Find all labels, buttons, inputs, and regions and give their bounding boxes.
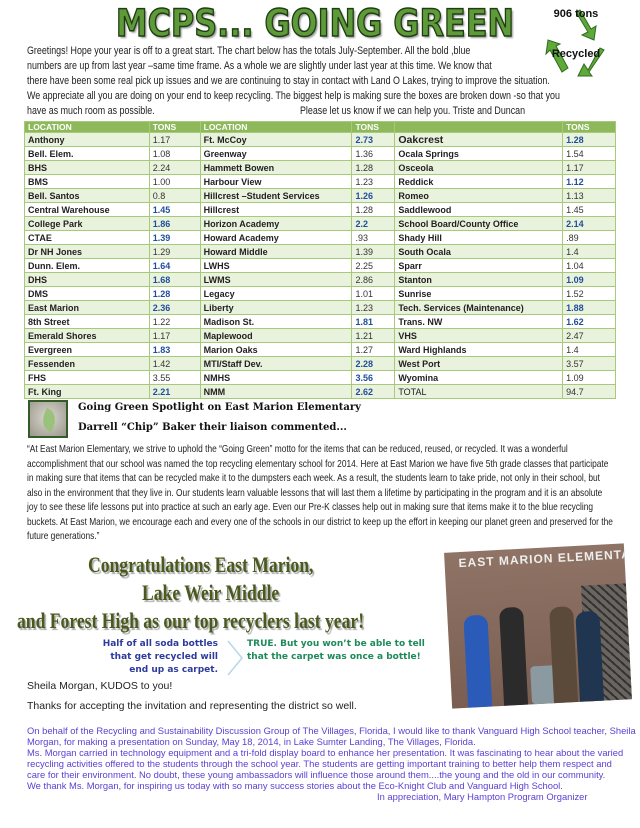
location-cell: Howard Middle: [200, 245, 352, 259]
tons-cell: 1.08: [149, 147, 200, 161]
tons-cell: 1.28: [352, 203, 395, 217]
table-row: [25, 203, 616, 217]
location-cell: Central Warehouse: [25, 203, 150, 217]
location-cell: Horizon Academy: [200, 217, 352, 231]
tons-cell: 0.8: [149, 189, 200, 203]
location-cell: NMM: [200, 385, 352, 399]
location-cell: BHS: [25, 161, 150, 175]
location-cell: Bell. Santos: [25, 189, 150, 203]
badge-recycled: Recycled: [551, 48, 601, 60]
intro-line-last: [27, 104, 598, 119]
tons-cell: 1.4: [563, 343, 616, 357]
table-row: [25, 245, 616, 259]
tons-cell: 1.83: [149, 343, 200, 357]
table-row: [25, 315, 616, 329]
table-row: [25, 231, 616, 245]
tons-cell: 2.28: [352, 357, 395, 371]
column-header: TONS: [352, 122, 395, 133]
tons-cell: 1.22: [149, 315, 200, 329]
tons-cell: 2.62: [352, 385, 395, 399]
location-cell: Sparr: [395, 259, 563, 273]
location-cell: Evergreen: [25, 343, 150, 357]
tons-cell: .89: [563, 231, 616, 245]
tons-cell: 1.21: [352, 329, 395, 343]
location-cell: Shady Hill: [395, 231, 563, 245]
location-cell: Ft. King: [25, 385, 150, 399]
letter-line: On behalf of the Recycling and Sustainability Discussion Group of The Villages, Florida, I would like to thank Vanguard High School teacher, Sheila: [27, 725, 636, 736]
location-cell: VHS: [395, 329, 563, 343]
congrats-line: Congratulations East Marion,: [88, 552, 314, 577]
tons-cell: 2.21: [149, 385, 200, 399]
tons-cell: 1.23: [352, 175, 395, 189]
location-cell: East Marion: [25, 301, 150, 315]
table-row: [25, 217, 616, 231]
tons-cell: 1.39: [352, 245, 395, 259]
tons-cell: 2.14: [563, 217, 616, 231]
appreciation-letter: [27, 725, 636, 802]
location-cell: Oakcrest: [395, 133, 563, 147]
location-cell: CTAE: [25, 231, 150, 245]
callout-claim: Half of all soda bottles that get recycled will end up as carpet.: [102, 639, 218, 675]
tons-cell: .93: [352, 231, 395, 245]
location-cell: LWHS: [200, 259, 352, 273]
location-cell: Hillcrest –Student Services: [200, 189, 352, 203]
tons-cell: 1.09: [563, 371, 616, 385]
table-row: [25, 259, 616, 273]
location-cell: Madison St.: [200, 315, 352, 329]
arrow-right-icon: [226, 640, 244, 676]
tons-cell: 1.23: [352, 301, 395, 315]
tons-cell: 1.81: [352, 315, 395, 329]
letter-line: Ms. Morgan carried in technology equipment and a tri-fold display board to enhance her presentation. It was fascinating to hear about the varied: [27, 747, 624, 758]
table-row: [25, 329, 616, 343]
recycling-totals-table: [24, 121, 616, 399]
location-cell: Howard Academy: [200, 231, 352, 245]
spotlight-subtitle: Darrell “Chip” Baker their liaison commented...: [78, 422, 347, 433]
letter-line: We thank Ms. Morgan, for inspiring us today with so many success stories about the Eco-Knight Club and Vanguard High School.: [27, 780, 563, 791]
table-row: [25, 357, 616, 371]
intro-line: We appreciate all you are doing on your end to keep recycling. The biggest help is making sure the boxes are broken down -so that you: [27, 90, 560, 102]
location-cell: Reddick: [395, 175, 563, 189]
tons-cell: 1.26: [352, 189, 395, 203]
letter-line: care for their environment. No doubt, these young ambassadors will influence those around them....the young and the old in our community.: [27, 769, 606, 780]
letter-line: recycling activities offered to the students through the school year. The students are getting important training to better help them respect and: [27, 758, 612, 769]
location-cell: Dunn. Elem.: [25, 259, 150, 273]
tons-cell: 1.62: [563, 315, 616, 329]
congrats-line: Lake Weir Middle: [142, 580, 280, 605]
location-cell: Emerald Shores: [25, 329, 150, 343]
kudos-text: Sheila Morgan, KUDOS to you!: [27, 680, 173, 692]
location-cell: Legacy: [200, 287, 352, 301]
location-cell: Stanton: [395, 273, 563, 287]
tons-cell: 1.39: [149, 231, 200, 245]
tons-cell: 1.28: [149, 287, 200, 301]
tons-cell: 1.01: [352, 287, 395, 301]
location-cell: FHS: [25, 371, 150, 385]
tons-cell: 1.52: [563, 287, 616, 301]
location-cell: 8th Street: [25, 315, 150, 329]
tons-cell: 1.28: [563, 133, 616, 147]
tons-cell: 1.09: [563, 273, 616, 287]
location-cell: Bell. Elem.: [25, 147, 150, 161]
tons-cell: 1.00: [149, 175, 200, 189]
table-row: [25, 385, 616, 399]
thanks-text: Thanks for accepting the invitation and representing the district so well.: [27, 700, 357, 712]
column-header: LOCATION: [25, 122, 150, 133]
location-cell: Ft. McCoy: [200, 133, 352, 147]
tons-cell: 1.54: [563, 147, 616, 161]
location-cell: Romeo: [395, 189, 563, 203]
location-cell: Ocala Springs: [395, 147, 563, 161]
tons-cell: 2.2: [352, 217, 395, 231]
location-cell: South Ocala: [395, 245, 563, 259]
tons-cell: 3.56: [352, 371, 395, 385]
tons-cell: 2.47: [563, 329, 616, 343]
location-cell: West Port: [395, 357, 563, 371]
intro-line: have as much room as possible.: [27, 105, 155, 117]
tons-cell: 1.28: [352, 161, 395, 175]
location-cell: MTI/Staff Dev.: [200, 357, 352, 371]
letter-signature: In appreciation, Mary Hampton Program Organizer: [377, 791, 588, 802]
students-photo: [444, 543, 632, 708]
tons-cell: 1.86: [149, 217, 200, 231]
tons-cell: 1.12: [563, 175, 616, 189]
column-header: TONS: [563, 122, 616, 133]
location-cell: NMHS: [200, 371, 352, 385]
tons-cell: 1.88: [563, 301, 616, 315]
table-header-row: [25, 122, 616, 133]
column-header: TONS: [149, 122, 200, 133]
tons-cell: 1.27: [352, 343, 395, 357]
location-cell: BMS: [25, 175, 150, 189]
spotlight-title: Going Green Spotlight on East Marion Elementary: [78, 402, 361, 413]
location-cell: Sunrise: [395, 287, 563, 301]
location-cell: Tech. Services (Maintenance): [395, 301, 563, 315]
congrats-line: and Forest High as our top recyclers last year!: [17, 608, 365, 633]
tons-cell: 1.04: [563, 259, 616, 273]
location-cell: Osceola: [395, 161, 563, 175]
location-cell: Greenway: [200, 147, 352, 161]
tons-cell: 1.17: [149, 329, 200, 343]
table-row: [25, 371, 616, 385]
location-cell: DMS: [25, 287, 150, 301]
table-row: [25, 343, 616, 357]
location-cell: Saddlewood: [395, 203, 563, 217]
intro-signoff: Please let us know if we can help you. Triste and Duncan: [300, 105, 526, 117]
location-cell: Fessenden: [25, 357, 150, 371]
tons-cell: 1.29: [149, 245, 200, 259]
tons-cell: 2.36: [149, 301, 200, 315]
photo-sign: EAST MARION ELEMENTA: [458, 547, 632, 571]
location-cell: Dr NH Jones: [25, 245, 150, 259]
leaf-icon: [28, 400, 68, 438]
table-row: [25, 175, 616, 189]
table-row: [25, 287, 616, 301]
tons-cell: 2.86: [352, 273, 395, 287]
table-row: [25, 161, 616, 175]
tons-cell: 1.45: [563, 203, 616, 217]
location-cell: Ward Highlands: [395, 343, 563, 357]
location-cell: Marion Oaks: [200, 343, 352, 357]
tons-cell: 1.36: [352, 147, 395, 161]
tons-cell: 1.42: [149, 357, 200, 371]
page-title: MCPS... GOING GREEN: [115, 2, 515, 45]
location-cell: Anthony: [25, 133, 150, 147]
location-cell: School Board/County Office: [395, 217, 563, 231]
location-cell: Liberty: [200, 301, 352, 315]
location-cell: Hammett Bowen: [200, 161, 352, 175]
callout-answer: TRUE. But you won’t be able to tell that the carpet was once a bottle!: [247, 639, 425, 662]
location-cell: College Park: [25, 217, 150, 231]
column-header: LOCATION: [200, 122, 352, 133]
tons-cell: 2.73: [352, 133, 395, 147]
tons-cell: 1.4: [563, 245, 616, 259]
table-row: [25, 273, 616, 287]
tons-cell: 1.13: [563, 189, 616, 203]
table-row: [25, 133, 616, 147]
tons-cell: 1.45: [149, 203, 200, 217]
intro-line: numbers are up from last year –same time frame. As a whole we are slightly under last year at this time. We know that: [27, 60, 492, 72]
location-cell: Trans. NW: [395, 315, 563, 329]
tons-cell: 1.17: [149, 133, 200, 147]
location-cell: Harbour View: [200, 175, 352, 189]
badge-tons: 906 tons: [553, 8, 599, 20]
location-cell: Maplewood: [200, 329, 352, 343]
location-cell: LWMS: [200, 273, 352, 287]
tons-cell: 3.55: [149, 371, 200, 385]
tons-cell: 1.64: [149, 259, 200, 273]
column-header: [395, 122, 563, 133]
intro-line: there have been some real pick up issues and we are continuing to stay in contact with Land O Lakes, trying to improve the situation.: [27, 75, 550, 87]
tons-cell: 1.17: [563, 161, 616, 175]
location-cell: Wyomina: [395, 371, 563, 385]
liaison-quote: “At East Marion Elementary, we strive to uphold the “Going Green” motto for the items that can be reduced, reused, or recycled. It was a wonderful accomplishment that our school was named the top recycling elementary school for 2014. Here at East Marion we have five 5th grade classes that participate in making sure that items that can be recycled make it to the dumpsters each week. As a result, the students learn to take pride, not only in their school, but also in the environment that they live in. Our students learn valuable lessons that will last them a lifetime by participating in the program and it is an absolute joy to see these life lessons put into practice at such an early age. Even our Pre-K classes help out in making sure that items make it to the blue recycling buckets. At East Marion, we encourage each and every one of the schools in our district to keep up the effort in keeping our planet green and preserved for the future generations.”: [27, 444, 613, 542]
table-row: [25, 147, 616, 161]
location-cell: Hillcrest: [200, 203, 352, 217]
tons-cell: 1.68: [149, 273, 200, 287]
table-row: [25, 301, 616, 315]
letter-line: Morgan, for making a presentation on Sunday, May 18, 2014, in Lake Sumter Landing, The Villages, Florida.: [27, 736, 476, 747]
table-row: [25, 189, 616, 203]
tons-cell: 94.7: [563, 385, 616, 399]
location-cell: TOTAL: [395, 385, 563, 399]
tons-cell: 3.57: [563, 357, 616, 371]
tons-cell: 2.24: [149, 161, 200, 175]
tons-cell: 2.25: [352, 259, 395, 273]
intro-text: [27, 44, 598, 119]
intro-line: Greetings! Hope your year is off to a great start. The chart below has the totals July-September. All the bold ,blue: [27, 45, 471, 57]
location-cell: DHS: [25, 273, 150, 287]
